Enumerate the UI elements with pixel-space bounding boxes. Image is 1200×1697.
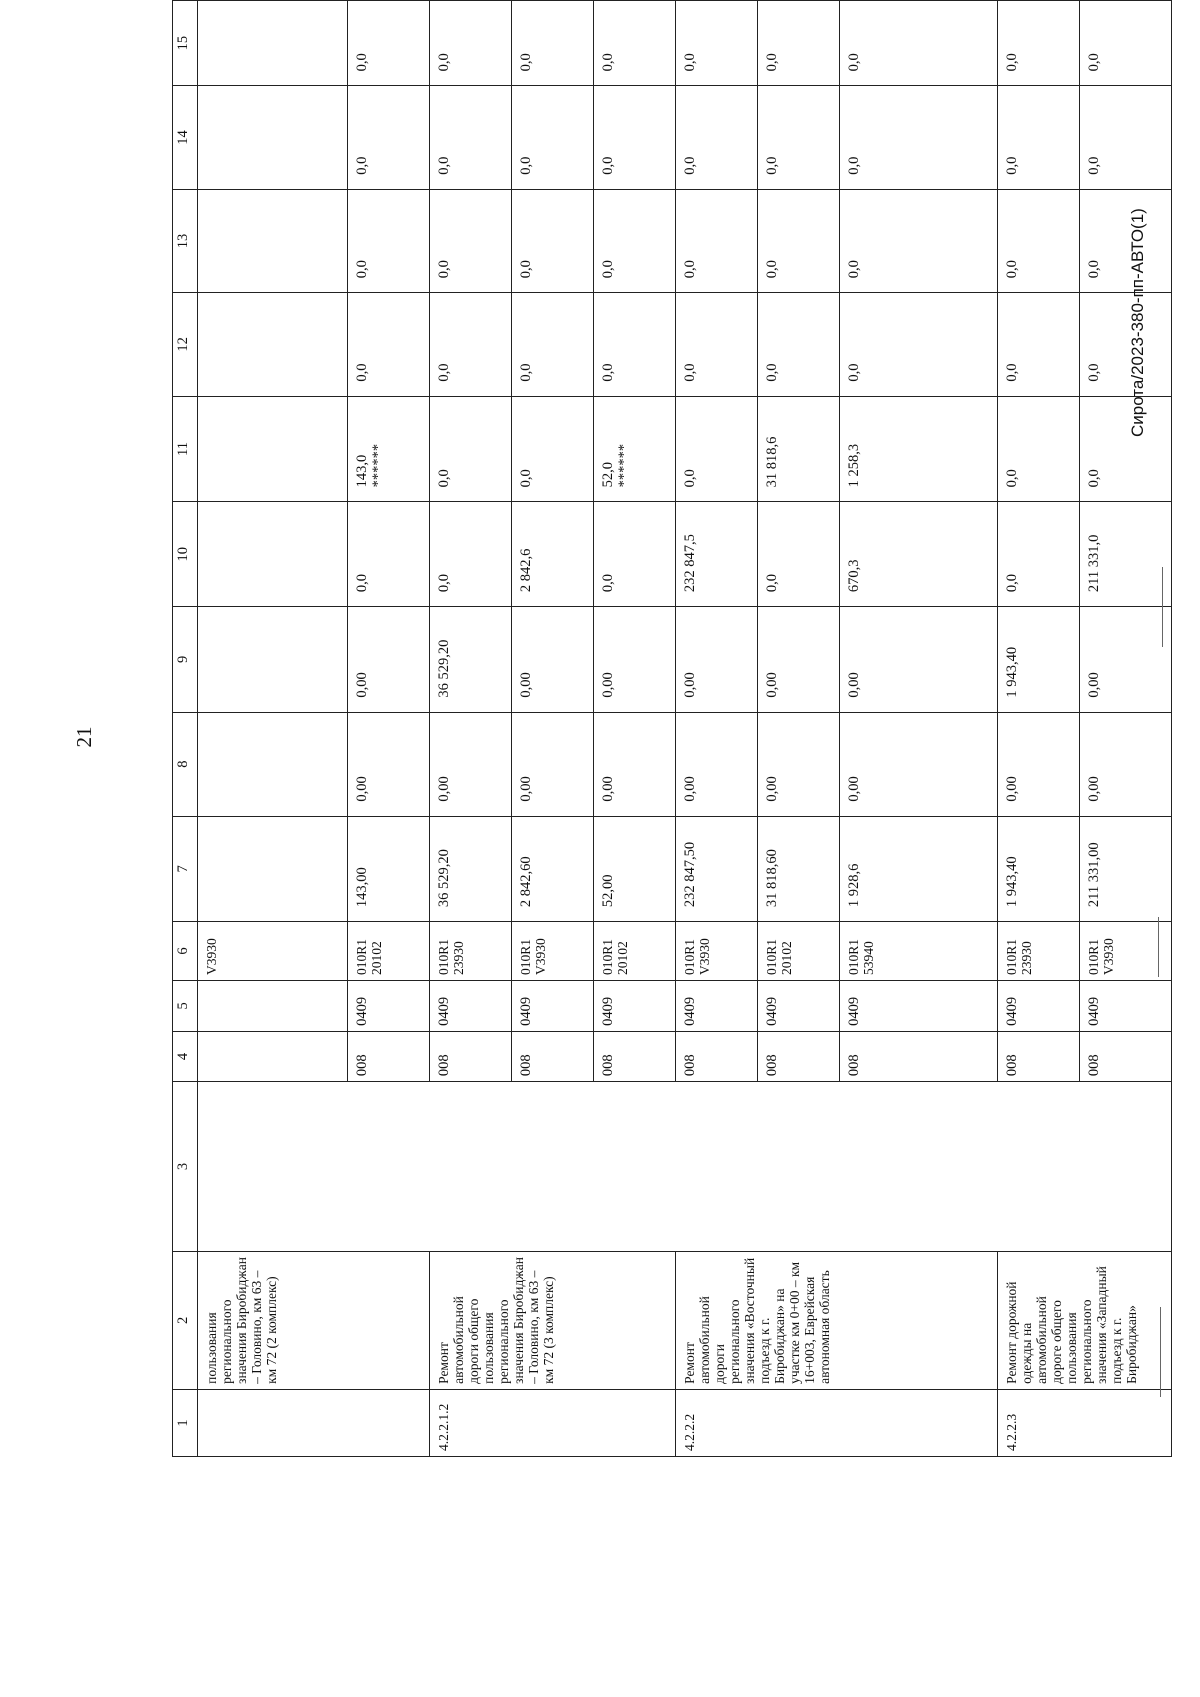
table-cell-c7: 1 928,6	[840, 816, 998, 921]
table-cell-c5: 0409	[998, 980, 1080, 1031]
table-cell-c14: 0,0	[512, 86, 594, 189]
table-cell-c5: 0409	[594, 980, 676, 1031]
header-cell: 3	[173, 1082, 198, 1252]
table-cell-c8: 0,00	[840, 712, 998, 816]
page-number: 21	[72, 726, 96, 748]
value-text: 31 818,6	[764, 436, 780, 488]
table-cell-c10: 211 331,0	[1080, 502, 1172, 607]
table-cell-c4: 008	[998, 1031, 1080, 1081]
table-cell-c3-empty	[198, 1082, 1172, 1252]
footnote-asterisks: ******	[616, 443, 632, 488]
table-cell-c10: 2 842,6	[512, 502, 594, 607]
table-cell-c12	[198, 293, 348, 396]
table-cell-c11	[840, 396, 998, 502]
table-cell-c11	[348, 396, 430, 502]
table-cell-c7: 1 943,40	[998, 816, 1080, 921]
table-cell-c5: 0409	[676, 980, 758, 1031]
table-cell-c15: 0,0	[594, 1, 676, 86]
header-cell: 13	[173, 189, 198, 292]
header-cell: 6	[173, 922, 198, 981]
table-cell-c14	[198, 86, 348, 189]
table-cell-c6: 010R1 V3930	[1080, 922, 1172, 981]
table-cell-c2: Ремонт дорожной одежды на автомобильной дороге общего пользования регионального значения «Западный подъезд к г. Биробиджан»	[998, 1251, 1172, 1389]
table-cell-c14: 0,0	[840, 86, 998, 189]
table-cell-c1: 4.2.2.1.2	[430, 1389, 676, 1456]
table-cell-c4: 008	[676, 1031, 758, 1081]
table-cell-c13	[198, 189, 348, 292]
table-cell-c5: 0409	[348, 980, 430, 1031]
table-cell-c5: 0409	[1080, 980, 1172, 1031]
table-cell-c13: 0,0	[840, 189, 998, 292]
table-cell-c15	[198, 1, 348, 86]
table-cell-c12: 0,0	[840, 293, 998, 396]
table-cell-c15: 0,0	[998, 1, 1080, 86]
table-cell-c10: 0,0	[594, 502, 676, 607]
table-cell-c10: 0,0	[430, 502, 512, 607]
table-cell-c14: 0,0	[758, 86, 840, 189]
value-text: 0,0	[1086, 469, 1102, 488]
table-cell-c9: 36 529,20	[430, 607, 512, 712]
table-cell-c5: 0409	[430, 980, 512, 1031]
table-cell-c1: 4.2.2.2	[676, 1389, 998, 1456]
table-cell-c9: 0,00	[758, 607, 840, 712]
table-cell-c2: пользования регионального значения Биробиджан – Головино, км 63 – км 72 (2 комплекс)	[198, 1251, 430, 1389]
table-cell-c5	[198, 980, 348, 1031]
table-cell-c14: 0,0	[1080, 86, 1172, 189]
table-cell-c8: 0,00	[348, 712, 430, 816]
header-cell: 10	[173, 502, 198, 607]
table-cell-c13: 0,0	[758, 189, 840, 292]
table-cell-c6: 010R1 53940	[840, 922, 998, 981]
table-cell-c8: 0,00	[430, 712, 512, 816]
table-row	[198, 1, 348, 1457]
table-cell-c6: 010R1 20102	[594, 922, 676, 981]
table-cell-c15: 0,0	[1080, 1, 1172, 86]
table-cell-c4: 008	[594, 1031, 676, 1081]
table-cell-c4: 008	[758, 1031, 840, 1081]
table-cell-c8: 0,00	[512, 712, 594, 816]
table-cell-c14: 0,0	[998, 86, 1080, 189]
table-cell-c12: 0,0	[512, 293, 594, 396]
table-cell-c15: 0,0	[512, 1, 594, 86]
table-cell-c9: 1 943,40	[998, 607, 1080, 712]
table-cell-c8: 0,00	[676, 712, 758, 816]
table-cell-c11	[758, 396, 840, 502]
header-cell: 5	[173, 980, 198, 1031]
table-cell-c15: 0,0	[758, 1, 840, 86]
table-cell-c9: 0,00	[348, 607, 430, 712]
header-cell: 12	[173, 293, 198, 396]
table-cell-c7: 52,00	[594, 816, 676, 921]
table-cell-c10: 232 847,5	[676, 502, 758, 607]
header-cell: 7	[173, 816, 198, 921]
table-cell-c10: 0,0	[348, 502, 430, 607]
table-cell-c8: 0,00	[758, 712, 840, 816]
table-cell-c11	[430, 396, 512, 502]
table-cell-c5: 0409	[840, 980, 998, 1031]
table-cell-c15: 0,0	[676, 1, 758, 86]
table-cell-c4: 008	[1080, 1031, 1172, 1081]
table-cell-c13: 0,0	[998, 189, 1080, 292]
table-cell-c6: 010R1 23930	[998, 922, 1080, 981]
table-cell-c2: Ремонт автомобильной дороги регионального значения «Восточный подъезд к г. Биробиджан» на участке км 0+00 – км 16+003, Еврейская автономная область	[676, 1251, 998, 1389]
table-cell-c4: 008	[430, 1031, 512, 1081]
table-cell-c12: 0,0	[758, 293, 840, 396]
table-cell-c9: 0,00	[840, 607, 998, 712]
table-cell-c4: 008	[348, 1031, 430, 1081]
table-cell-c14: 0,0	[594, 86, 676, 189]
table-cell-c5: 0409	[512, 980, 594, 1031]
table-cell-c14: 0,0	[348, 86, 430, 189]
scan-artifact	[1162, 567, 1163, 647]
table-cell-c13: 0,0	[1080, 189, 1172, 292]
table-cell-c9	[198, 607, 348, 712]
table-cell-c15: 0,0	[840, 1, 998, 86]
header-cell: 8	[173, 712, 198, 816]
table-cell-c12: 0,0	[348, 293, 430, 396]
table-cell-c12: 0,0	[430, 293, 512, 396]
table-cell-c13: 0,0	[348, 189, 430, 292]
table-cell-c1: 4.2.2.3	[998, 1389, 1172, 1456]
table-cell-c7: 232 847,50	[676, 816, 758, 921]
value-text: 1 258,3	[846, 443, 862, 488]
table-cell-c11	[676, 396, 758, 502]
value-text: 52,0	[600, 462, 616, 488]
value-text: 143,0	[354, 454, 370, 488]
budget-table	[172, 0, 1172, 1457]
table-cell-c6: 010R1 20102	[348, 922, 430, 981]
table-cell-c13: 0,0	[512, 189, 594, 292]
table-cell-c15: 0,0	[348, 1, 430, 86]
table-cell-c6: 010R1 V3930	[676, 922, 758, 981]
table-cell-c7: 36 529,20	[430, 816, 512, 921]
scan-artifact	[1160, 1307, 1161, 1397]
table-cell-c8: 0,00	[998, 712, 1080, 816]
table-cell-c15: 0,0	[430, 1, 512, 86]
table-cell-c6: 010R1 V3930	[512, 922, 594, 981]
value-text: 0,0	[436, 469, 452, 488]
table-cell-c9: 0,00	[1080, 607, 1172, 712]
table-cell-c11	[198, 396, 348, 502]
value-text: 0,0	[518, 469, 534, 488]
table-cell-c7: 211 331,00	[1080, 816, 1172, 921]
header-cell: 14	[173, 86, 198, 189]
table-cell-c9: 0,00	[594, 607, 676, 712]
value-text: 0,0	[682, 469, 698, 488]
table-cell-c11	[1080, 396, 1172, 502]
table-cell-c9: 0,00	[676, 607, 758, 712]
header-cell: 2	[173, 1251, 198, 1389]
table-cell-c11	[998, 396, 1080, 502]
table-cell-c2: Ремонт автомобильной дороги общего пользования регионального значения Биробиджан – Головино, км 63 – км 72 (3 комплекс)	[430, 1251, 676, 1389]
table-cell-c12: 0,0	[676, 293, 758, 396]
table-cell-c12: 0,0	[1080, 293, 1172, 396]
table-cell-c12: 0,0	[594, 293, 676, 396]
value-text: 0,0	[1004, 469, 1020, 488]
table-cell-c4: 008	[840, 1031, 998, 1081]
table-cell-c14: 0,0	[430, 86, 512, 189]
table-body	[173, 1, 1172, 1457]
table-cell-c6: V3930	[198, 922, 348, 981]
table-cell-c13: 0,0	[676, 189, 758, 292]
table-cell-c4: 008	[512, 1031, 594, 1081]
table-cell-c5: 0409	[758, 980, 840, 1031]
table-cell-c9: 0,00	[512, 607, 594, 712]
table-cell-c8	[198, 712, 348, 816]
table-cell-c11	[512, 396, 594, 502]
header-cell: 11	[173, 396, 198, 502]
table-cell-c10	[198, 502, 348, 607]
table-cell-c10: 0,0	[758, 502, 840, 607]
header-cell: 15	[173, 1, 198, 86]
table-cell-c11	[594, 396, 676, 502]
table-cell-c6: 010R1 20102	[758, 922, 840, 981]
table-cell-c6: 010R1 23930	[430, 922, 512, 981]
table-cell-c13: 0,0	[594, 189, 676, 292]
table-cell-c4	[198, 1031, 348, 1081]
table-cell-c7	[198, 816, 348, 921]
table-cell-c8: 0,00	[594, 712, 676, 816]
document-id: Сирота/2023-380-пп-АВТО(1)	[1128, 208, 1147, 437]
table-cell-c1	[198, 1389, 430, 1456]
header-cell: 9	[173, 607, 198, 712]
table-cell-c10: 0,0	[998, 502, 1080, 607]
table-header-row	[173, 1, 198, 1457]
header-cell: 4	[173, 1031, 198, 1081]
table-cell-c8: 0,00	[1080, 712, 1172, 816]
table-cell-c14: 0,0	[676, 86, 758, 189]
header-cell: 1	[173, 1389, 198, 1456]
table-cell-c7: 143,00	[348, 816, 430, 921]
table-cell-c10: 670,3	[840, 502, 998, 607]
table-cell-c7: 2 842,60	[512, 816, 594, 921]
table-cell-c7: 31 818,60	[758, 816, 840, 921]
footnote-asterisks: ******	[370, 443, 386, 488]
scan-artifact	[1158, 917, 1159, 977]
table-cell-c12: 0,0	[998, 293, 1080, 396]
table-cell-c13: 0,0	[430, 189, 512, 292]
